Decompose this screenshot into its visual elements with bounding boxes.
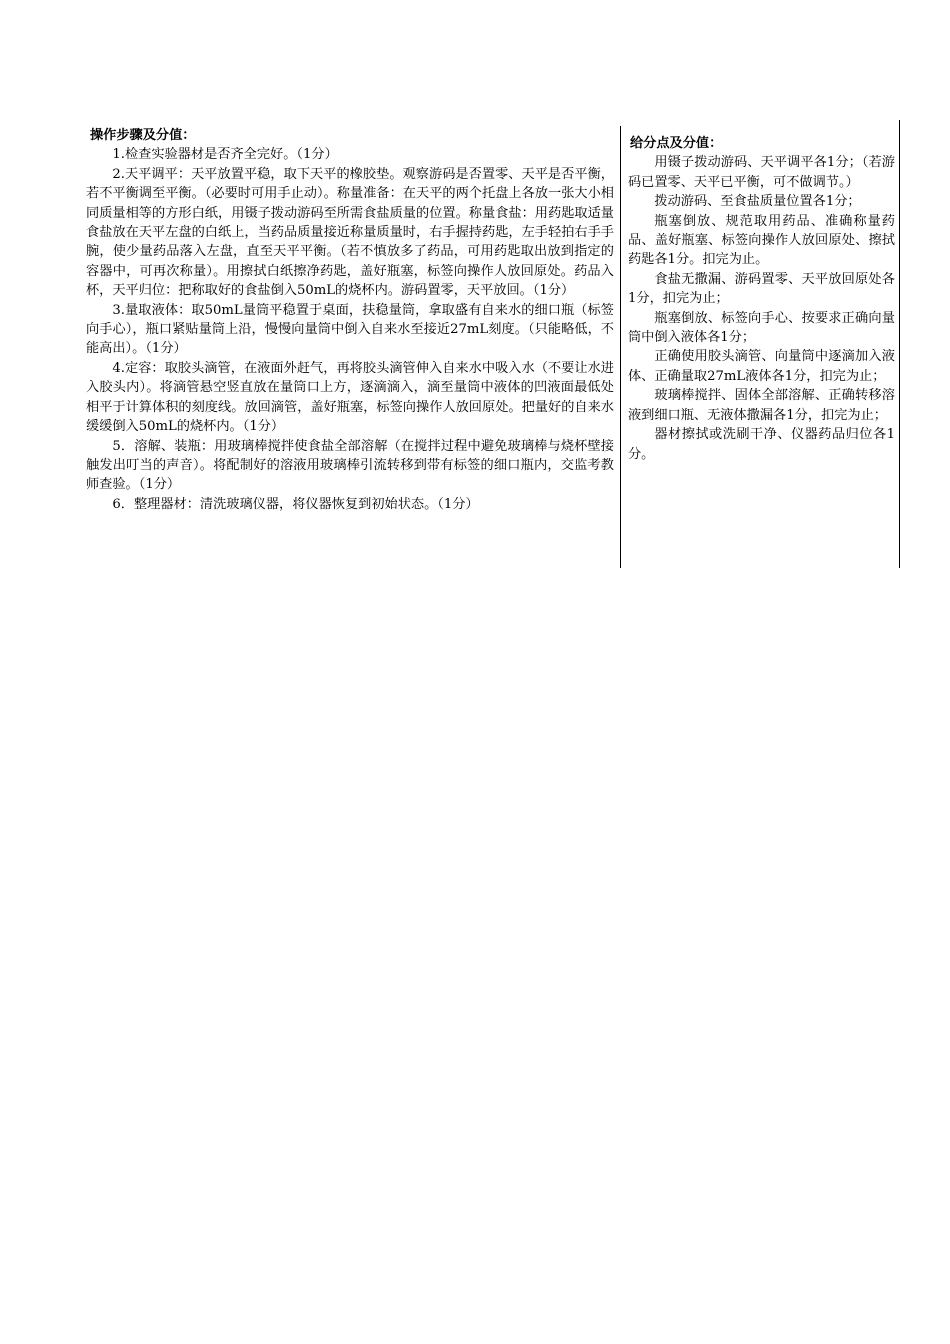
scoring-point-1: 用镊子拨动游码、天平调平各1分；（若游码已置零、天平已平衡，可不做调节。） bbox=[628, 155, 895, 190]
scoring-point-7: 玻璃棒搅拌、固体全部溶解、正确转移溶液到细口瓶、无液体撒漏各1分，扣完为止； bbox=[628, 388, 895, 423]
scoring-point-3: 瓶塞倒放、规范取用药品、准确称量药品、盖好瓶塞、标签向操作人放回原处、擦拭药匙各1分。扣完为止。 bbox=[628, 213, 895, 268]
procedure-section bbox=[86, 126, 614, 514]
procedure-step-6: 6．整理器材：清洗玻璃仪器，将仪器恢复到初始状态。（1分） bbox=[112, 496, 479, 512]
scoring-point-5: 瓶塞倒放、标签向手心、按要求正确向量筒中倒入液体各1分； bbox=[628, 310, 895, 346]
scoring-heading: 给分点及分值： bbox=[630, 136, 723, 151]
procedure-step-5: 5．溶解、装瓶：用玻璃棒搅拌使食盐全部溶解（在搅拌过程中避免玻璃棒与烧杯壁接触发出叮当的声音）。将配制好的溶液用玻璃棒引流转移到带有标签的细口瓶内，交监考教师查验。（1分） bbox=[86, 438, 614, 493]
procedure-step-2: 2.天平调平：天平放置平稳，取下天平的橡胶垫。观察游码是否置零、天平是否平衡，若不平衡调至平衡。（必要时可用手止动）。称量准备：在天平的两个托盘上各放一张大小相同质量相等的方形白纸，用镊子拨动游码至所需食盐质量的位置。称量食盐：用药匙取适量食盐放在天平左盘的白纸上，当药品质量接近称量质量时，右手握持药匙，左手轻拍右手手腕，使少量药品落入左盘，直至天平平衡。（若不慎放多了药品，可用药匙取出放到指定的容器中，可再次称量）。用擦拭白纸擦净药匙，盖好瓶塞，标签向操作人放回原处。药品入杯，天平归位：把称取好的食盐倒入50mL的烧杯内。游码置零，天平放回。（1分） bbox=[86, 166, 614, 299]
right-border-line bbox=[899, 120, 900, 568]
procedure-heading: 操作步骤及分值： bbox=[90, 128, 196, 143]
scoring-point-4: 食盐无撒漏、游码置零、天平放回原处各1分，扣完为止； bbox=[628, 271, 895, 307]
procedure-step-3: 3.量取液体：取50mL量筒平稳置于桌面，扶稳量筒，拿取盛有自来水的细口瓶（标签向手心），瓶口紧贴量筒上沿，慢慢向量筒中倒入自来水至接近27mL刻度。（只能略低，不能高出）。（1分） bbox=[86, 302, 614, 357]
scoring-point-8: 器材擦拭或洗刷干净、仪器药品归位各1分。 bbox=[628, 427, 895, 462]
procedure-step-4: 4.定容：取胶头滴管，在液面外赶气，再将胶头滴管伸入自来水中吸入水（不要让水进入胶头内）。将滴管悬空竖直放在量筒口上方，逐滴滴入，滴至量筒中液体的凹液面最低处相平于计算体积的刻度线。放回滴管，盖好瓶塞，标签向操作人放回原处。把量好的自来水缓缓倒入50mL的烧杯内。（1分） bbox=[86, 360, 614, 435]
column-divider bbox=[620, 126, 621, 568]
procedure-step-1: 1.检查实验器材是否齐全完好。（1分） bbox=[112, 147, 338, 163]
scoring-section bbox=[628, 134, 895, 464]
scoring-point-2: 拨动游码、至食盐质量位置各1分； bbox=[654, 194, 861, 210]
scoring-point-6: 正确使用胶头滴管、向量筒中逐滴加入液体、正确量取27mL液体各1分，扣完为止； bbox=[628, 349, 895, 384]
